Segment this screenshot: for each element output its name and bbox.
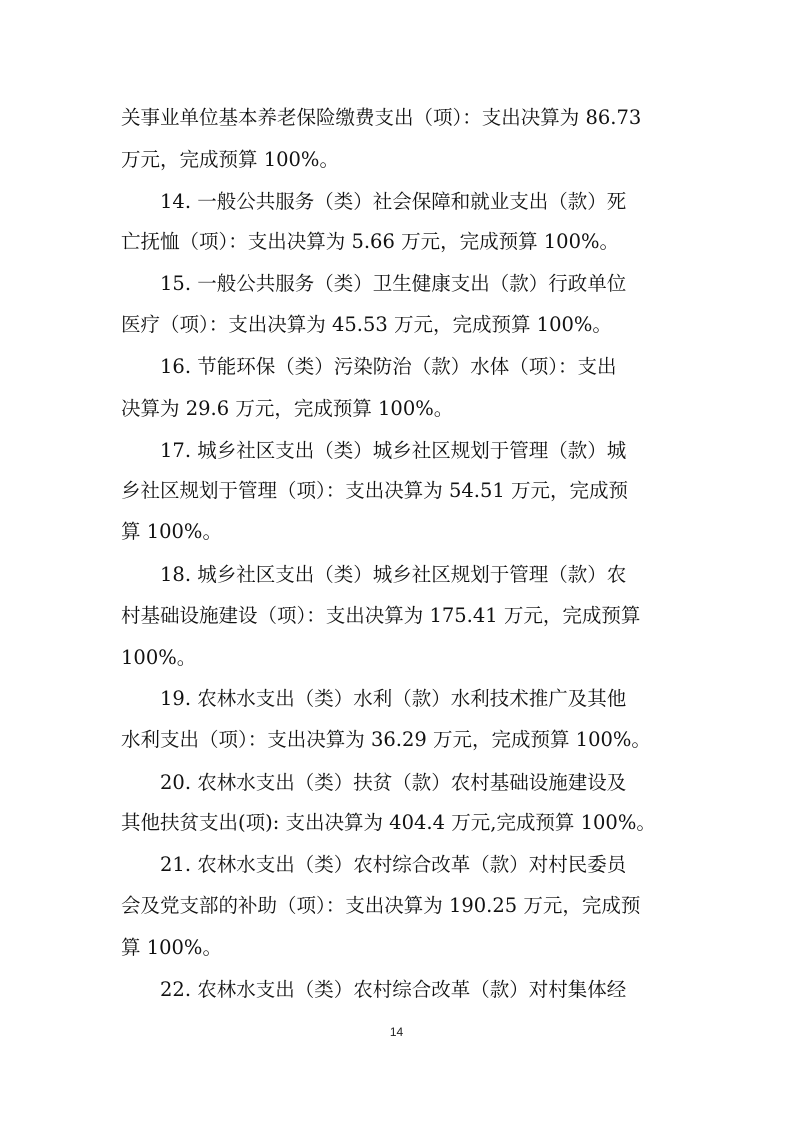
text-line-content: 100%。 — [121, 646, 197, 669]
text-line-content: 22. 农林水支出（类）农村综合改革（款）对村集体经 — [160, 978, 627, 1001]
text-line — [0, 684, 793, 714]
text-line-content: 算 100%。 — [121, 520, 222, 543]
text-line — [0, 768, 793, 798]
text-line-content: 15. 一般公共服务（类）卫生健康支出（款）行政单位 — [160, 272, 627, 295]
text-line-content: 18. 城乡社区支出（类）城乡社区规划于管理（款）农 — [160, 563, 627, 586]
text-line — [0, 560, 793, 590]
text-line-content: 村基础设施建设（项）：支出决算为 175.41 万元，完成预算 — [121, 604, 641, 627]
text-line — [0, 808, 793, 838]
text-line — [0, 850, 793, 880]
text-line-content: 决算为 29.6 万元，完成预算 100%。 — [121, 397, 454, 420]
text-line-content: 21. 农林水支出（类）农村综合改革（款）对村民委员 — [160, 853, 627, 876]
text-line — [0, 975, 793, 1005]
text-line-content: 14. 一般公共服务（类）社会保障和就业支出（款）死 — [160, 190, 627, 213]
text-line-content: 乡社区规划于管理（项）：支出决算为 54.51 万元，完成预 — [121, 479, 628, 502]
text-line — [0, 310, 793, 340]
text-line-content: 其他扶贫支出(项): 支出决算为 404.4 万元,完成预算 100%。 — [121, 811, 656, 834]
text-line — [0, 517, 793, 547]
text-line-content: 关事业单位基本养老保险缴费支出（项）：支出决算为 86.73 — [121, 106, 642, 129]
text-line — [0, 436, 793, 466]
text-line — [0, 227, 793, 257]
text-line-content: 20. 农林水支出（类）扶贫（款）农村基础设施建设及 — [160, 771, 627, 794]
text-line — [0, 394, 793, 424]
text-line — [0, 643, 793, 673]
text-line-content: 16. 节能环保（类）污染防治（款）水体（项）：支出 — [160, 355, 617, 378]
text-line-content: 亡抚恤（项）：支出决算为 5.66 万元，完成预算 100%。 — [121, 230, 620, 253]
text-line-content: 17. 城乡社区支出（类）城乡社区规划于管理（款）城 — [160, 439, 627, 462]
text-line — [0, 269, 793, 299]
text-line — [0, 352, 793, 382]
text-line — [0, 933, 793, 963]
text-line-content: 会及党支部的补助（项）：支出决算为 190.25 万元，完成预 — [121, 894, 641, 917]
text-line-content: 19. 农林水支出（类）水利（款）水利技术推广及其他 — [160, 687, 627, 710]
text-line — [0, 187, 793, 217]
text-line — [0, 725, 793, 755]
text-line — [0, 103, 793, 133]
text-line-content: 万元，完成预算 100%。 — [121, 148, 339, 171]
text-line — [0, 601, 793, 631]
text-line — [0, 145, 793, 175]
text-line-content: 水利支出（项）：支出决算为 36.29 万元，完成预算 100%。 — [121, 728, 651, 751]
text-line — [0, 476, 793, 506]
page-number: 14 — [389, 1025, 404, 1039]
text-line-content: 算 100%。 — [121, 936, 222, 959]
text-line — [0, 891, 793, 921]
text-line-content: 医疗（项）：支出决算为 45.53 万元，完成预算 100%。 — [121, 313, 612, 336]
